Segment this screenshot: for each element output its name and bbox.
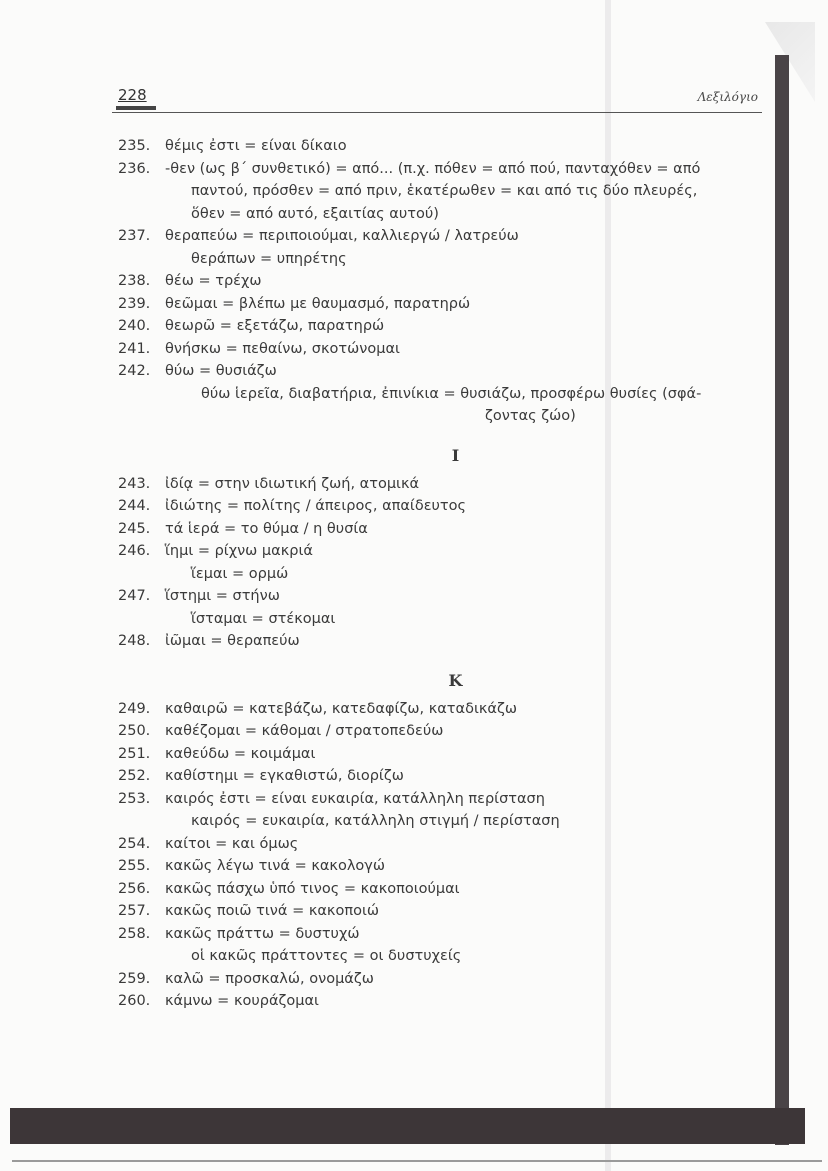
entry-number: 237. [118, 228, 151, 244]
entry-number: 258. [118, 925, 151, 942]
entry-250 [118, 720, 768, 743]
entry-text: ἵστημι = στήνω [165, 588, 280, 604]
entry-number: 235. [118, 138, 151, 154]
entry-text: -θεν (ως β΄ συνθετικό) = από... (π.χ. πόθεν = από πού, πανταχόθεν = από [165, 160, 701, 177]
running-title: Λεξιλόγιο [697, 90, 758, 104]
entry-text: καθεύδω = κοιμάμαι [165, 745, 316, 762]
section-iota [118, 473, 768, 653]
entry-235 [118, 135, 768, 158]
entry-text: καθίστημι = εγκαθιστώ, διορίζω [165, 768, 404, 784]
entry-257 [118, 900, 768, 923]
entry-text: καθέζομαι = κάθομαι / στρατοπεδεύω [165, 723, 444, 739]
entry-text-continued: ὅθεν = από αυτό, εξαιτίας αυτού) [191, 205, 439, 222]
entry-259 [118, 968, 768, 991]
entry-number: 240. [118, 318, 151, 334]
entry-text: ἰδίᾳ = στην ιδιωτική ζωή, ατομικά [165, 475, 420, 492]
entry-245 [118, 518, 768, 541]
entry-number: 247. [118, 588, 151, 604]
entry-number: 246. [118, 543, 151, 559]
entry-255 [118, 855, 768, 878]
scan-edge-shadow [775, 55, 789, 1145]
entry-text: ἵημι = ρίχνω μακριά [165, 543, 313, 559]
entry-text: κακῶς λέγω τινά = κακολογώ [165, 858, 386, 874]
entry-number: 251. [118, 745, 151, 762]
entry-258 [118, 923, 768, 968]
page-number: 228 [118, 86, 147, 104]
entry-253 [118, 788, 768, 833]
entry-text: τά ἱερά = το θύμα / η θυσία [165, 520, 368, 537]
entry-number: 238. [118, 273, 151, 289]
entry-number: 254. [118, 835, 151, 852]
entry-text: κάμνω = κουράζομαι [165, 993, 319, 1009]
entry-260 [118, 990, 768, 1013]
entry-251 [118, 743, 768, 766]
entry-number: 259. [118, 970, 151, 987]
entry-text: καλῶ = προσκαλώ, ονομάζω [165, 970, 374, 987]
folded-corner [765, 22, 815, 102]
entry-text: θύω = θυσιάζω [165, 363, 277, 379]
entry-subentry: ἵσταμαι = στέκομαι [191, 610, 336, 627]
entry-246 [118, 540, 768, 585]
scan-bottom-shadow [10, 1108, 805, 1144]
section-letter-kappa: K [448, 670, 463, 690]
entry-number: 242. [118, 363, 151, 379]
entry-text-continued: παντού, πρόσθεν = από πριν, ἑκατέρωθεν = και από τις δύο πλευρές, [191, 183, 698, 199]
entry-text: θέω = τρέχω [165, 273, 262, 289]
entry-244 [118, 495, 768, 518]
entry-number: 252. [118, 768, 151, 784]
entry-247 [118, 585, 768, 630]
entry-number: 241. [118, 340, 151, 357]
entry-number: 248. [118, 633, 151, 649]
entry-subentry: θεράπων = υπηρέτης [191, 250, 347, 267]
entry-239 [118, 293, 768, 316]
section-letter-iota: I [451, 445, 460, 465]
page-number-bar [116, 106, 156, 110]
entry-number: 244. [118, 498, 151, 514]
entry-text: κακῶς πάσχω ὑπό τινος = κακοποιούμαι [165, 880, 460, 897]
entry-text: θέμις ἐστι = είναι δίκαιο [165, 138, 347, 154]
page-header [112, 86, 762, 113]
entry-text: κακῶς ποιῶ τινά = κακοποιώ [165, 903, 380, 919]
section-kappa [118, 698, 768, 1013]
entry-number: 256. [118, 880, 151, 897]
entry-number: 257. [118, 903, 151, 919]
entry-number: 243. [118, 475, 151, 492]
entry-text: ἰδιώτης = πολίτης / άπειρος, απαίδευτος [165, 498, 467, 514]
entry-text: κακῶς πράττω = δυστυχώ [165, 925, 360, 942]
entry-text: ἰῶμαι = θεραπεύω [165, 633, 300, 649]
entry-subentry: οἱ κακῶς πράττοντες = οι δυστυχείς [191, 948, 462, 964]
entry-252 [118, 765, 768, 788]
entry-248 [118, 630, 768, 653]
entry-text: καθαιρῶ = κατεβάζω, κατεδαφίζω, καταδικάζω [165, 700, 518, 717]
entry-256 [118, 878, 768, 901]
entry-242 [118, 360, 768, 428]
entry-249 [118, 698, 768, 721]
entry-text: θνήσκω = πεθαίνω, σκοτώνομαι [165, 340, 400, 357]
entry-subentry: θύω ἱερεῖα, διαβατήρια, ἐπινίκια = θυσιάζω, προσφέρω θυσίες (σφά- [201, 385, 702, 402]
entry-240 [118, 315, 768, 338]
entry-number: 236. [118, 160, 151, 177]
entry-number: 250. [118, 723, 151, 739]
entry-number: 255. [118, 858, 151, 874]
entry-text: θεῶμαι = βλέπω με θαυμασμό, παρατηρώ [165, 295, 471, 312]
entry-243 [118, 473, 768, 496]
entry-subentry: καιρός = ευκαιρία, κατάλληλη στιγμή / περίσταση [191, 813, 560, 829]
section-theta [118, 135, 768, 428]
entry-text: καιρός ἐστι = είναι ευκαιρία, κατάλληλη περίσταση [165, 790, 545, 807]
glossary-content [118, 135, 768, 1013]
entry-241 [118, 338, 768, 361]
entry-number: 249. [118, 700, 151, 717]
entry-238 [118, 270, 768, 293]
entry-text: θεωρῶ = εξετάζω, παρατηρώ [165, 318, 385, 334]
entry-text: καίτοι = και όμως [165, 835, 299, 852]
entry-number: 239. [118, 295, 151, 312]
entry-text-continued: ζοντας ζώο) [485, 408, 576, 424]
entry-number: 245. [118, 520, 151, 537]
scan-bottom-line [12, 1160, 822, 1162]
entry-number: 260. [118, 993, 151, 1009]
entry-237 [118, 225, 768, 270]
entry-text: θεραπεύω = περιποιούμαι, καλλιεργώ / λατρεύω [165, 228, 519, 244]
entry-subentry: ἵεμαι = ορμώ [191, 565, 289, 582]
entry-236 [118, 158, 768, 226]
entry-254 [118, 833, 768, 856]
entry-number: 253. [118, 790, 151, 807]
